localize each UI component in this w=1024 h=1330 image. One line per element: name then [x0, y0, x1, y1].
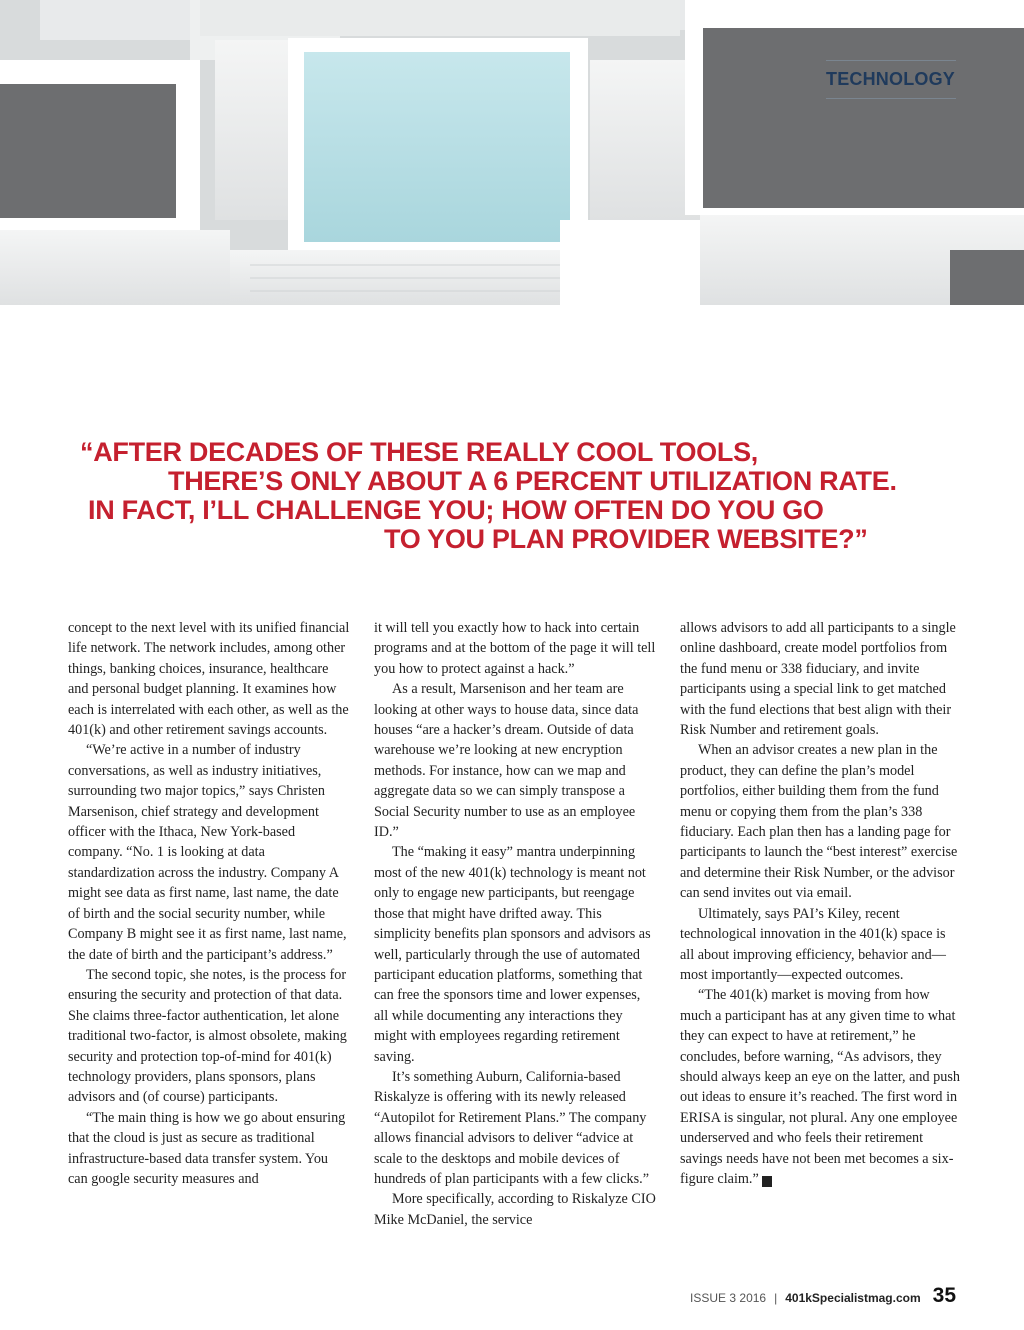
article-column-2 [374, 618, 656, 1230]
pull-quote-line: THERE’S ONLY ABOUT A 6 PERCENT UTILIZATION RATE. [168, 466, 897, 496]
paragraph: it will tell you exactly how to hack into certain programs and at the bottom of the page it will tell you how to protect against a hack.” [374, 620, 656, 677]
paragraph: The “making it easy” mantra underpinning most of the new 401(k) technology is meant not only to engage new participants, but reengage those that might have drifted away. This simplicity benefits plan sponsors and advisors as well, particularly through the use of automated participant education platforms, something that can free the sponsors time and lower expenses, all while documenting any interactions they might with employees regarding retirement saving. [374, 844, 651, 1065]
paragraph: As a result, Marsenison and her team are looking at other ways to house data, since data houses “are a hacker’s dream. Outside of data warehouse we’re looking at new encryption methods. For instance, how can we map and aggregate data so we can simply transpose a Social Security number to use as an employee ID.” [374, 681, 639, 841]
laptops-photo [0, 0, 1024, 305]
paragraph [680, 985, 962, 1189]
paragraph-text: “The 401(k) market is moving from how much a participant has at any given time to what they can expect to have at retirement,” he concludes, before warning, “As advisors, they should always keep an eye on the latter, and push out ideas to ensure it’s reached. The first word in ERISA is singular, not plural. Any one employee underserved and who feels their retirement savings needs have not been met becomes a six-figure claim.” [680, 987, 960, 1187]
section-label: TECHNOLOGY [826, 69, 956, 89]
paragraph: Ultimately, says PAI’s Kiley, recent technological innovation in the 401(k) space is all about improving efficiency, behavior and—most importantly—expected outcomes. [680, 905, 946, 983]
footer-separator: | [774, 1291, 778, 1305]
page-number: 35 [932, 1284, 956, 1307]
paragraph: More specifically, according to Riskalyze CIO Mike McDaniel, the service [374, 1191, 656, 1228]
paragraph: When an advisor creates a new plan in the product, they can define the plan’s model portfolios, either building them from the fund menu or copying them from the plan’s 338 fiduciary. Each plan then has a landing page for participants to launch the “best interest” exercise and determine their Risk Number, or the advisor can send invites out via email. [680, 742, 958, 902]
section-tag [826, 60, 956, 99]
pull-quote-line: IN FACT, I’LL CHALLENGE YOU; HOW OFTEN DO YOU GO [88, 495, 824, 525]
issue-label: ISSUE 3 2016 [690, 1291, 767, 1305]
header-photo [0, 0, 1024, 305]
paragraph: It’s something Auburn, California-based Riskalyze is offering with its newly released “Autopilot for Retirement Plans.” The company allows financial advisors to deliver “advice at scale to the desktops and mobile devices of hundreds of plan participants with a few clicks.” [374, 1068, 649, 1187]
paragraph: concept to the next level with its unified financial life network. The network includes, among other things, banking choices, insurance, healthcare and personal budget planning. It examines how each is interrelated with each other, as well as the 401(k) and other retirement savings accounts. [68, 620, 350, 739]
pull-quote-line: TO YOU PLAN PROVIDER WEBSITE?” [384, 524, 868, 554]
paragraph: allows advisors to add all participants to a single online dashboard, create model portfolios from the fund menu or 338 fiduciary, and invite participants using a special link to get matched with the fund elections that best align with their Risk Number and retirement goals. [680, 620, 956, 739]
article-column-1 [68, 618, 350, 1189]
site-url: 401kSpecialistmag.com [785, 1291, 921, 1305]
article-column-3 [680, 618, 962, 1189]
paragraph: “The main thing is how we go about ensuring that the cloud is just as secure as traditional infrastructure-based data transfer system. You can google security measures and [68, 1109, 346, 1187]
page-footer [690, 1284, 956, 1308]
end-mark-icon: K [762, 1176, 772, 1187]
pull-quote-line: “AFTER DECADES OF THESE REALLY COOL TOOLS, [80, 437, 758, 467]
paragraph: The second topic, she notes, is the process for ensuring the security and protection of that data. She claims three-factor authentication, let alone traditional two-factor, is almost obsolete, making security and protection top-of-mind for 401(k) technology providers, plans sponsors, plans advisors and (of course) participants. [68, 966, 347, 1106]
paragraph: “We’re active in a number of industry conversations, as well as industry initiatives, surrounding two major topics,” says Christen Marsenison, chief strategy and development officer with the Ithaca, New York-based company. “No. 1 is looking at data standardization across the industry. Company A might see data as first name, last name, the date of birth and the social security number, while Company B might see it as first name, last name, the date of birth and the participant’s address.” [68, 742, 347, 963]
